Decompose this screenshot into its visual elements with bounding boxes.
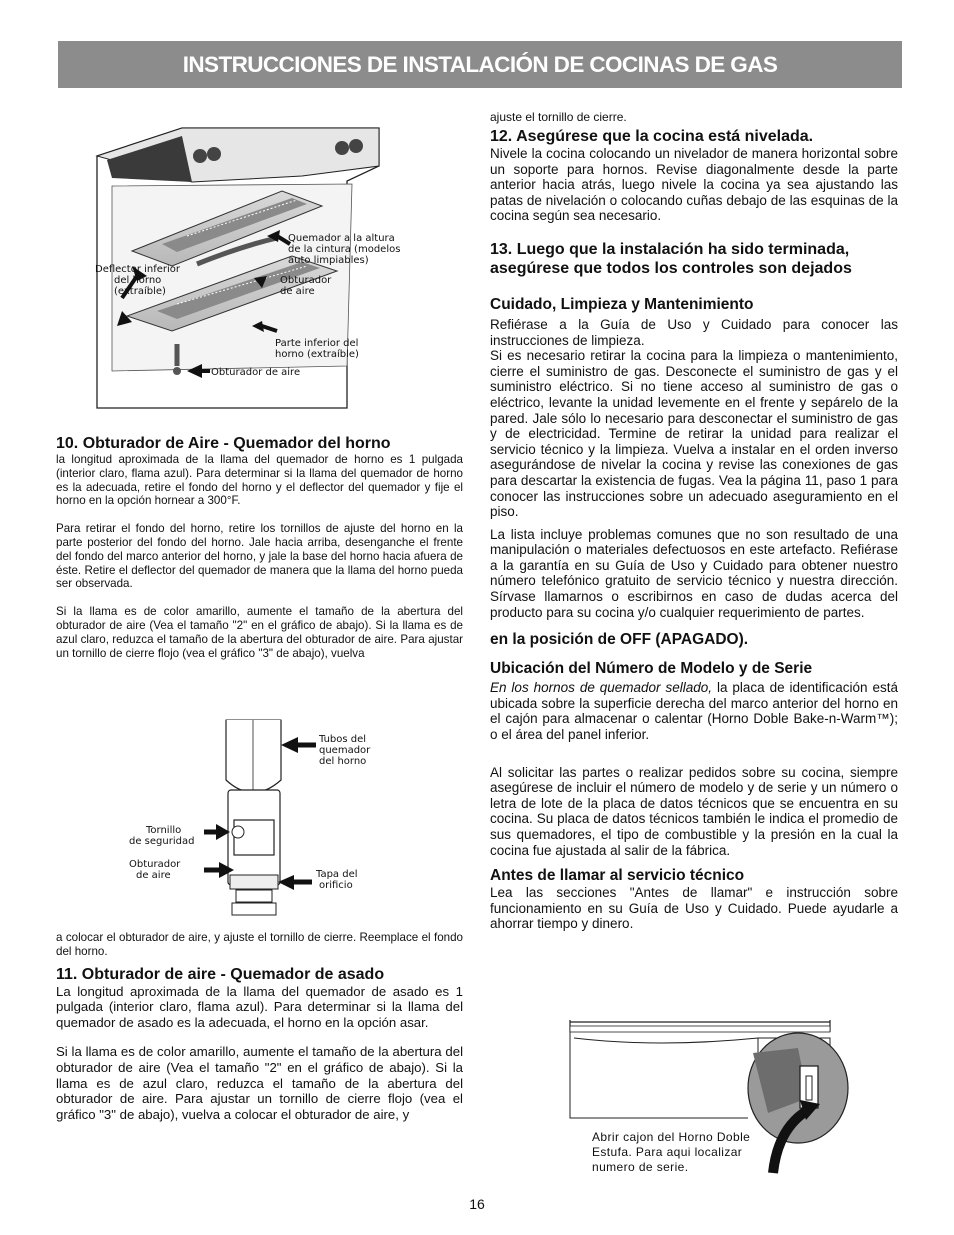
off-position-title: en la posición de OFF (APAGADO). [490,631,749,649]
label-deflector-1: Deflector inferior [95,264,181,275]
section-10-paragraph-3: Si la llama es de color amarillo, aumente el tamaño de la abertura del obturador de aire (Vea el tamaño "2" en el gráfico de abajo). Si la llama es de azul claro, reduzca el tamaño de la abertura del obturador de aire. Para ajustar un tornillo de cierre flojo (vea el gráfico "3" de abajo), vuelva [56,605,463,660]
model-paragraph-1 [490,680,898,742]
model-paragraph-1-italic: En los hornos de quemador sellado, [490,680,713,696]
drawer-caption-line-1: Abrir cajon del Horno Doble [592,1130,751,1144]
section-11-title: 11. Obturador de aire - Quemador de asado [56,965,385,983]
section-10-paragraph-4: a colocar el obturador de aire, y ajuste el tornillo de cierre. Reemplace el fondo del horno. [56,931,463,958]
page-number: 16 [469,1196,485,1212]
svg-text:Parte inferior del horno [275,338,362,360]
section-12-paragraph: Nivele la cocina colocando un nivelador de manera horizontal sobre un soporte para hornos. Revise diagonalmente desde la parte anterior hacia atrás, luego nivele la cocina ya sea ajustando las patas de nivelación o colocando cuñas debajo de las esquinas de la cocina según sea necesario. [490,146,898,224]
model-paragraph-2: Al solicitar las partes o realizar pedidos sobre su cocina, siempre asegúrese de incluir el número de modelo y de serie y un número o letra de lote de la placa de datos técnicos que se encuentra en su cocina. Su placa de datos técnicos también le indica el promedio de sus quemadores, el tipo de combustible y la presión en la cual la cocina fue ajustada al salir de la fábrica. [490,764,898,858]
label-shutter-2: de aire [136,870,171,881]
drawer-caption [592,1130,782,1175]
title-banner [58,41,902,88]
section-11-paragraph-2: Si la llama es de color amarillo, aumente el tamaño de la abertura del obturador de aire (Vea el tamaño "2" en el gráfico de abajo). Si la llama es de azul claro, reduzca el tamaño de la abertura del obturador de aire. Para ajustar un tornillo de cierre flojo (vea el gráfico "3" de abajo), vuelva a colocar el obturador de aire, y [56,1044,463,1122]
section-12-title: 12. Asegúrese que la cocina está nivelada. [490,128,814,145]
page-title: INSTRUCCIONES DE INSTALACIÓN DE COCINAS DE GAS [182,51,778,77]
model-paragraph-1-rest: la placa de identificación está ubicada sobre la superficie derecha del marco anterior del horno en el cajón para almacenar o calentar (Horno Doble Bake-n-Warm™); o el área del panel inferior. [490,680,898,743]
before-service-paragraph: Lea las secciones "Antes de llamar" e instrucción sobre funcionamiento en su Guía de Uso y Cuidado. Puede ayudarle a ahorrar tiempo y dinero. [490,885,898,932]
label-screw-1: Tornillo [146,825,182,836]
care-paragraph-3: La lista incluye problemas comunes que no son resultado de una manipulación o materiales defectuosos en este artefacto. Refiérase a la garantía en su Guía de Uso y Cuidado para obtener nuestro número telefónico gratuito de servicio técnico y nuestra dirección. Sírvase llamarnos o escribirnos en caso de dudas acerca del producto para su cocina y/o cualquier requerimiento de partes. [490,526,898,620]
burner-tube-figure [126,720,386,920]
label-tubes-2: quemador [319,745,371,756]
continued-text: ajuste el tornillo de cierre. [490,110,627,124]
drawer-caption-line-3: numero de serie. [592,1160,689,1174]
label-burner-3: auto limpiables) [288,255,369,266]
label-screw-2: de seguridad [129,836,195,847]
label-cap-2: orificio [319,880,353,891]
drawer-caption-line-2: Estufa. Para aqui localizar [592,1145,743,1159]
label-shutter-bottom: Obturador de aire [211,367,301,378]
section-11-paragraph-1: La longitud aproximada de la llama del quemador de asado es 1 pulgada (interior claro, flama azul). Para determinar si la llama del quemador de asado es la adecuada, el horno en la opción asar. [56,983,463,1030]
svg-text:Tapa del orificio [315,869,361,891]
label-cap-1: Tapa del [316,869,358,880]
section-11 [56,931,463,1122]
right-column [490,110,898,932]
label-tubes-3: del horno [319,756,367,767]
label-burner-1: Quemador a la altura [288,233,395,244]
label-deflector-3: (extraíble) [114,286,166,297]
label-shutter-mid-1: Obturador [280,275,332,286]
svg-text:Tornillo de seguridad [129,825,194,847]
model-serial-title: Ubicación del Número de Modelo y de Serie [490,660,813,678]
section-10 [56,434,463,660]
svg-text:Tubos del quemador [318,734,373,767]
label-tubes-1: Tubos del [319,734,367,745]
label-deflector-2: del horno [114,275,162,286]
label-shutter-mid-2: de aire [280,286,315,297]
before-service-title: Antes de llamar al servicio técnico [490,867,745,885]
care-title: Cuidado, Limpieza y Mantenimiento [490,295,754,313]
label-shutter-1: Obturador [129,859,181,870]
section-10-paragraph-2: Para retirar el fondo del horno, retire los tornillos de ajuste del horno en la parte posterior del fondo del horno. Jale hacia arriba, desenganche el frente del fondo del marco anterior del horno, y jale la base del horno hacia afuera de éste. Retire el deflector del quemador de manera que la llama del horno pueda ser observada. [56,522,463,591]
section-10-title: 10. Obturador de Aire - Quemador del horno [56,435,391,452]
svg-text:Quemador a la altura de [288,233,404,266]
label-burner-2: de la cintura (modelos [288,244,401,255]
section-10-paragraph-1: la longitud aproximada de la llama del quemador de horno es 1 pulgada (interior claro, flama azul). Para determinar si la llama del quemador de horno es la adecuada, retire el fondo del horno y el deflector del quemador y fije el horno en la opción hornear a 300°F. [56,453,463,508]
care-paragraph-2: Si es necesario retirar la cocina para la limpieza o mantenimiento, cierre el suministro de gas. Desconecte el suministro de gas y el suministro eléctrico. Si no tiene acceso al suministro de gas o eléctrico, levante la unidad levemente en el frente y sepárelo de la pared. Jale sólo lo necesario para desconectar el suministro de gas y de electricidad. Termine de retirar la unidad para realizar el servicio técnico y la limpieza. Vuelva a instalar en el orden inverso asegurándose de nivelar la cocina y revise las conexiones de gas para descartar la existencia de fugas. Vea la página 11, paso 1 para conocer las instrucciones sobre un adecuado aseguramiento en el piso. [490,348,898,520]
label-bottom-1: Parte inferior del [275,338,359,349]
section-13-title: 13. Luego que la instalación ha sido terminada, asegúrese que todos los controles son dejados [490,240,852,277]
care-paragraph-1: Refiérase a la Guía de Uso y Cuidado para conocer las instrucciones de limpieza. [490,316,898,348]
oven-burner-figure [92,126,401,408]
label-bottom-2: horno (extraíble) [275,349,359,360]
svg-text:Obturador de aire [129,859,183,881]
